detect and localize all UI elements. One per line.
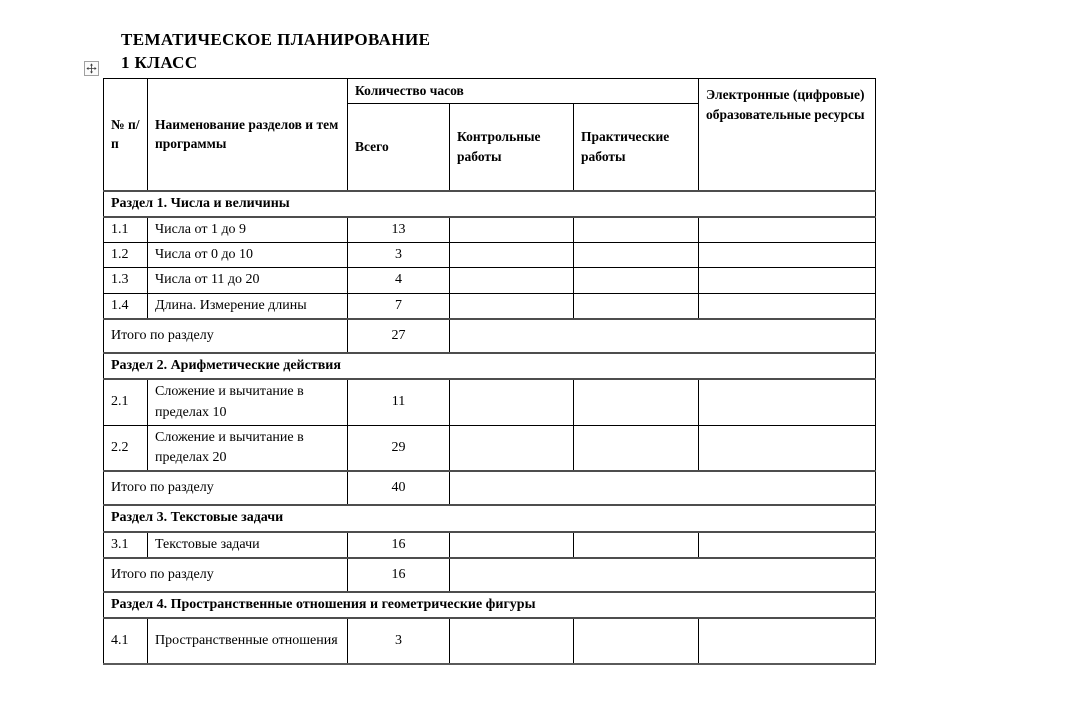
cell-name: Пространственные отношения — [148, 618, 348, 664]
group-header-hours: Количество часов — [348, 79, 699, 104]
section-title: Раздел 1. Числа и величины — [104, 191, 876, 217]
cell-name: Сложение и вычитание в пределах 20 — [148, 425, 348, 471]
cell-practical-empty — [574, 243, 699, 268]
cell-resources-empty — [699, 379, 876, 425]
summary-empty — [450, 471, 876, 505]
cell-num: 1.1 — [104, 217, 148, 243]
cell-control-empty — [450, 379, 574, 425]
cell-resources-empty — [699, 293, 876, 319]
summary-empty — [450, 319, 876, 353]
table-row — [104, 217, 876, 243]
cell-num: 1.2 — [104, 243, 148, 268]
table-row — [104, 243, 876, 268]
col-header-practical: Практические работы — [574, 104, 699, 191]
summary-total: 16 — [348, 558, 450, 592]
cell-name: Числа от 11 до 20 — [148, 268, 348, 293]
cell-name: Числа от 1 до 9 — [148, 217, 348, 243]
cell-num: 1.4 — [104, 293, 148, 319]
col-header-control: Контрольные работы — [450, 104, 574, 191]
col-header-name: Наименование разделов и тем программы — [148, 79, 348, 191]
cell-resources-empty — [699, 268, 876, 293]
cell-practical-empty — [574, 268, 699, 293]
section-title: Раздел 4. Пространственные отношения и геометрические фигуры — [104, 592, 876, 618]
cell-total: 16 — [348, 532, 450, 558]
cell-practical-empty — [574, 217, 699, 243]
cell-resources-empty — [699, 532, 876, 558]
cell-control-empty — [450, 425, 574, 471]
cell-total: 11 — [348, 379, 450, 425]
planning-table-container — [103, 78, 876, 665]
cell-resources-empty — [699, 217, 876, 243]
col-header-resources: Электронные (цифровые) образовательные ресурсы — [699, 79, 876, 191]
cell-practical-empty — [574, 379, 699, 425]
cell-name: Текстовые задачи — [148, 532, 348, 558]
summary-empty — [450, 558, 876, 592]
cell-practical-empty — [574, 618, 699, 664]
cell-resources-empty — [699, 243, 876, 268]
cell-control-empty — [450, 268, 574, 293]
cell-num: 1.3 — [104, 268, 148, 293]
summary-label: Итого по разделу — [104, 558, 348, 592]
cell-control-empty — [450, 618, 574, 664]
cell-total: 13 — [348, 217, 450, 243]
page-subtitle: 1 КЛАСС — [121, 53, 198, 72]
summary-row — [104, 319, 876, 353]
cell-name: Числа от 0 до 10 — [148, 243, 348, 268]
summary-label: Итого по разделу — [104, 471, 348, 505]
cell-control-empty — [450, 532, 574, 558]
table-row — [104, 293, 876, 319]
cell-num: 3.1 — [104, 532, 148, 558]
header-row-group — [104, 79, 876, 104]
cell-resources-empty — [699, 618, 876, 664]
summary-total: 27 — [348, 319, 450, 353]
cell-total: 4 — [348, 268, 450, 293]
cell-resources-empty — [699, 425, 876, 471]
cell-num: 2.1 — [104, 379, 148, 425]
section-row — [104, 505, 876, 531]
cell-total: 3 — [348, 243, 450, 268]
cell-control-empty — [450, 217, 574, 243]
cell-control-empty — [450, 243, 574, 268]
cell-control-empty — [450, 293, 574, 319]
cell-name: Длина. Измерение длины — [148, 293, 348, 319]
summary-label: Итого по разделу — [104, 319, 348, 353]
table-row — [104, 618, 876, 664]
planning-table — [103, 78, 876, 665]
cell-num: 2.2 — [104, 425, 148, 471]
section-row — [104, 592, 876, 618]
cell-practical-empty — [574, 293, 699, 319]
table-row — [104, 532, 876, 558]
cell-total: 3 — [348, 618, 450, 664]
col-header-num: № п/п — [104, 79, 148, 191]
section-title: Раздел 3. Текстовые задачи — [104, 505, 876, 531]
cell-practical-empty — [574, 425, 699, 471]
table-move-handle[interactable] — [84, 61, 99, 76]
cell-practical-empty — [574, 532, 699, 558]
cell-total: 29 — [348, 425, 450, 471]
move-cross-icon — [86, 63, 97, 74]
cell-num: 4.1 — [104, 618, 148, 664]
table-row — [104, 425, 876, 471]
section-row — [104, 191, 876, 217]
col-header-total: Всего — [348, 104, 450, 191]
table-row — [104, 379, 876, 425]
summary-row — [104, 471, 876, 505]
cell-total: 7 — [348, 293, 450, 319]
summary-row — [104, 558, 876, 592]
table-row — [104, 268, 876, 293]
cell-name: Сложение и вычитание в пределах 10 — [148, 379, 348, 425]
page-title: ТЕМАТИЧЕСКОЕ ПЛАНИРОВАНИЕ — [121, 30, 431, 49]
section-title: Раздел 2. Арифметические действия — [104, 353, 876, 379]
section-row — [104, 353, 876, 379]
summary-total: 40 — [348, 471, 450, 505]
